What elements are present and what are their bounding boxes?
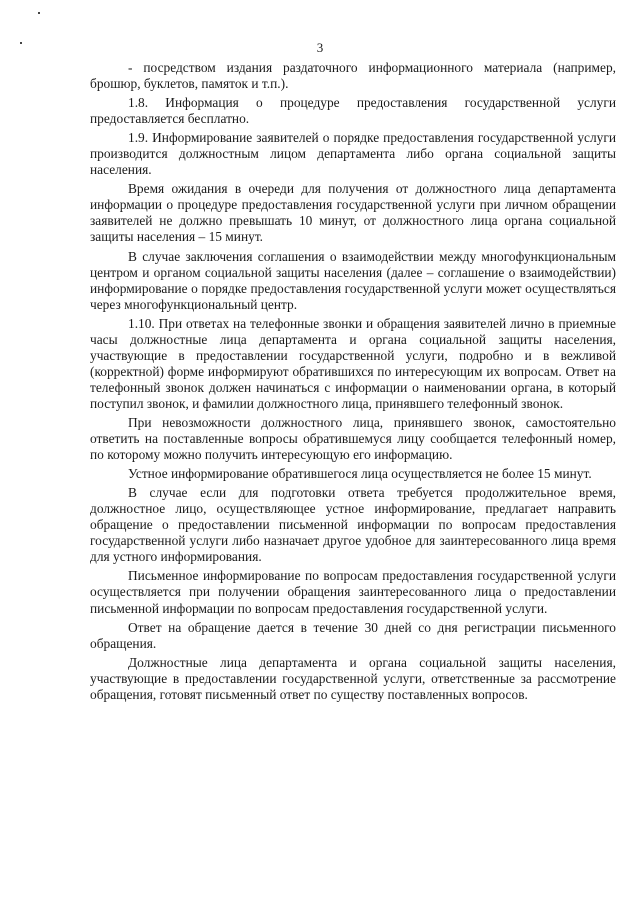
page-number: 3: [316, 40, 324, 55]
paragraph-item: - посредством издания раздаточного информационного материала (например, брошюр, буклетов, памяток и т.п.).: [90, 60, 616, 92]
paragraph-item: В случае заключения соглашения о взаимодействии между многофункциональным центром и органом социальной защиты населения (далее – соглашение о взаимодействии) информирование о порядке предоставления государственной услуги может осуществляться через многофункциональный центр.: [90, 248, 616, 312]
paragraph-item: 1.10. При ответах на телефонные звонки и обращения заявителей лично в приемные часы должностные лица департамента и органа социальной защиты населения, участвующие в предоставлении государственной услуги, подробно и в вежливой (корректной) форме информируют обратившихся по интересующим их вопросам. Ответ на телефонный звонок должен начинаться с информации о наименовании органа, в который поступил звонок, и фамилии должностного лица, принявшего телефонный звонок.: [90, 315, 616, 411]
paragraph-item: Ответ на обращение дается в течение 30 дней со дня регистрации письменного обращения.: [90, 619, 616, 651]
paragraph-item: 1.9. Информирование заявителей о порядке предоставления государственной услуги производится должностным лицом департамента либо органа социальной защиты населения.: [90, 130, 616, 178]
scan-speck: [38, 12, 40, 14]
paragraph-item: Время ожидания в очереди для получения от должностного лица департамента информации о процедуре предоставления государственной услуги при личном обращении заявителей не должно превышать 10 минут, от должностного лица органа социальной защиты населения – 15 минут.: [90, 181, 616, 245]
paragraph-item: При невозможности должностного лица, принявшего звонок, самостоятельно ответить на поставленные вопросы обратившемуся лицу сообщается телефонный номер, по которому можно получить интересующую его информацию.: [90, 414, 616, 463]
paragraph-item: Должностные лица департамента и органа социальной защиты населения, участвующие в предоставлении государственной услуги, ответственные за рассмотрение обращения, готовят письменный ответ по существу поставленных вопросов.: [90, 654, 616, 702]
paragraph-item: 1.8. Информация о процедуре предоставления государственной услуги предоставляется бесплатно.: [90, 95, 616, 127]
document-body: [90, 60, 616, 706]
paragraph-item: Устное информирование обратившегося лица осуществляется не более 15 минут.: [128, 466, 592, 482]
paragraph-item: В случае если для подготовки ответа требуется продолжительное время, должностное лицо, осуществляющее устное информирование, предлагает направить обращение о предоставлении письменной информации по вопросам предоставления государственной услуги либо назначает другое удобное для заинтересованного лица время для устного информирования.: [90, 485, 616, 565]
paragraph-item: Письменное информирование по вопросам предоставления государственной услуги осуществляется при получении обращения заинтересованного лица о предоставлении письменной информации по вопросам предоставления государственной услуги.: [90, 568, 616, 616]
